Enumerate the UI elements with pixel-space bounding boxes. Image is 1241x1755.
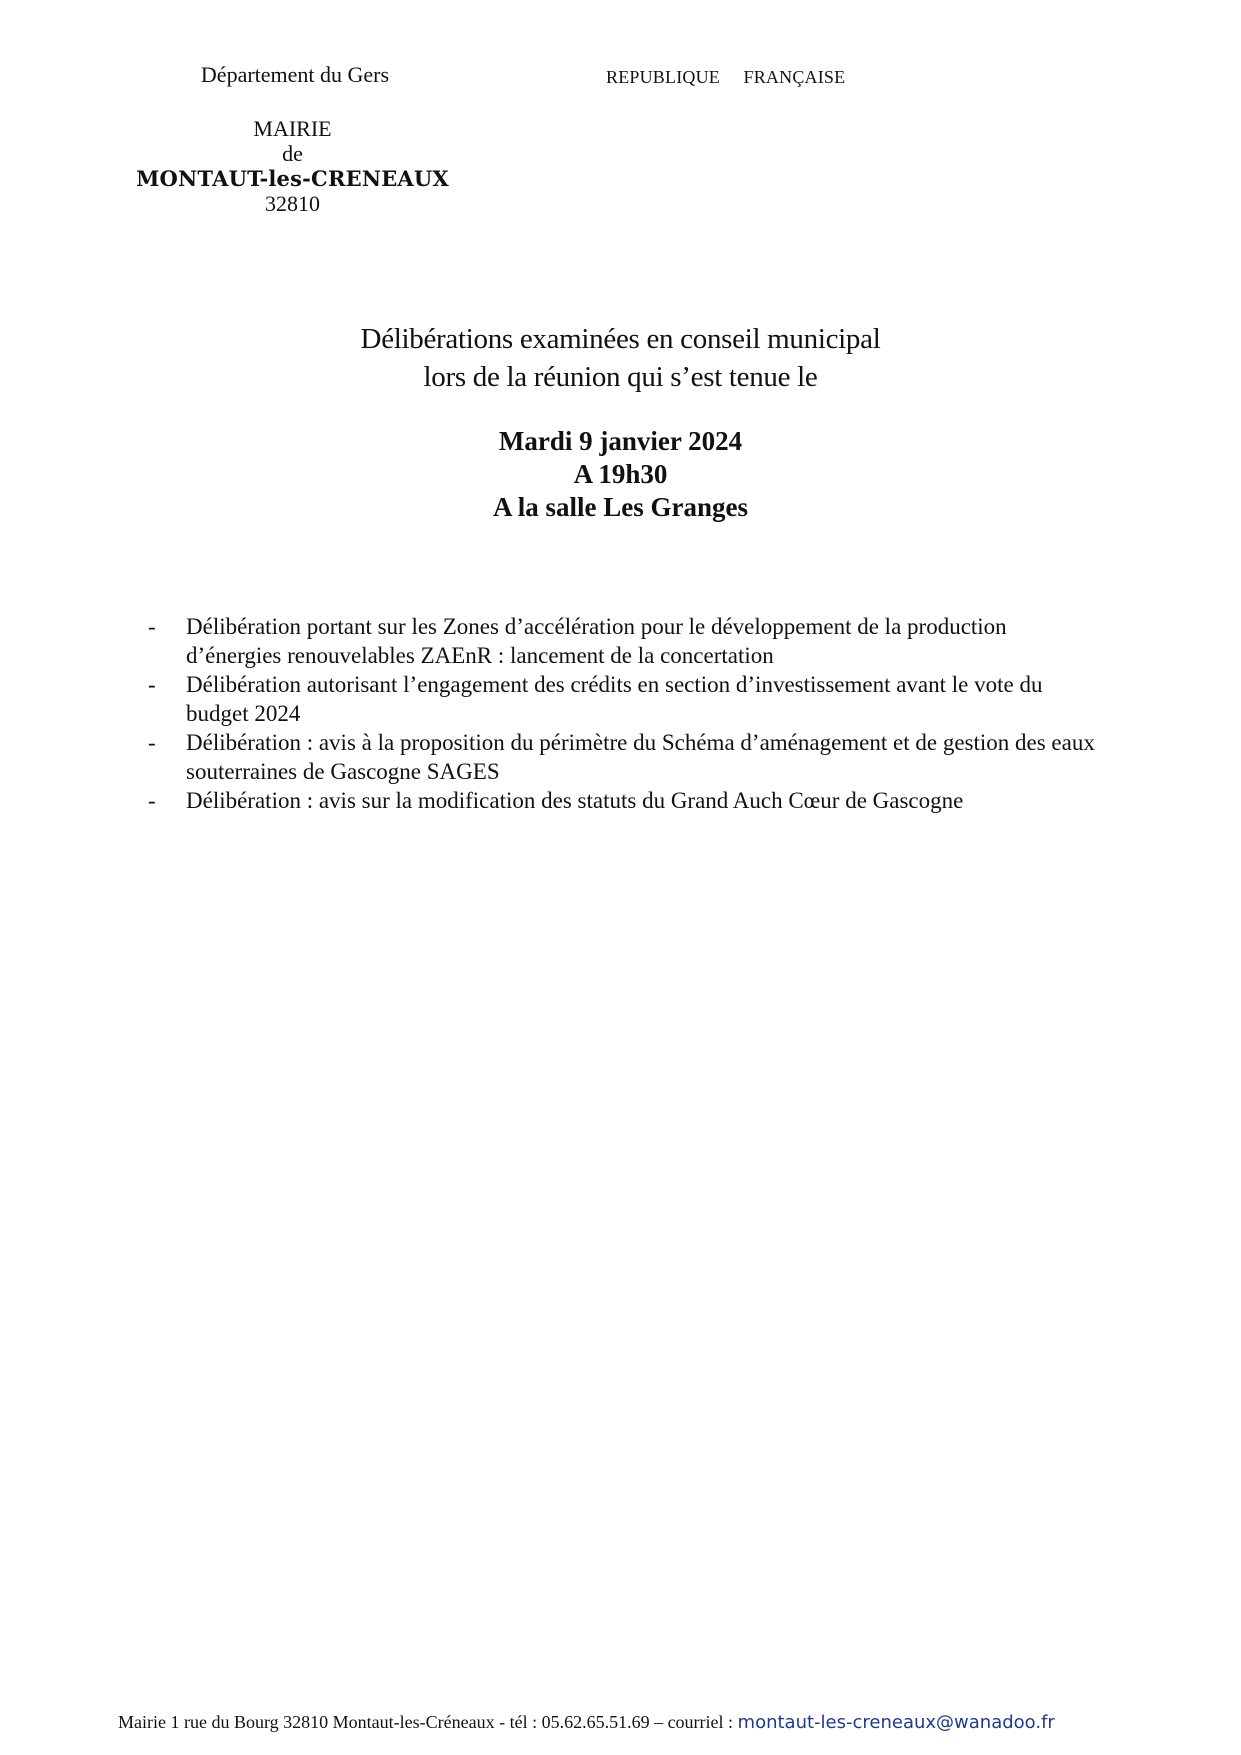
bullet-dash: -: [148, 730, 156, 755]
title-line-1: Délibérations examinées en conseil municipal: [360, 323, 881, 355]
list-item: [140, 670, 1100, 728]
mairie-label: MAIRIE: [253, 116, 332, 141]
mairie-block: [110, 116, 475, 216]
deliberation-text: Délibération portant sur les Zones d’accélération pour le développement de la production d’énergies renouvelables ZAEnR : lancement de la concertation: [186, 614, 1007, 668]
list-item: [140, 612, 1100, 670]
department-name: Département du Gers: [200, 62, 390, 87]
mairie-de: de: [282, 141, 303, 166]
bullet-dash: -: [148, 614, 156, 639]
deliberation-text: Délibération : avis à la proposition du périmètre du Schéma d’aménagement et de gestion des eaux souterraines de Gascogne SAGES: [186, 730, 1095, 784]
list-item: [140, 728, 1100, 786]
email-link[interactable]: montaut-les-creneaux@wanadoo.fr: [737, 1712, 1055, 1733]
deliberation-text: Délibération : avis sur la modification des statuts du Grand Auch Cœur de Gascogne: [186, 788, 964, 813]
title-line-2: lors de la réunion qui s’est tenue le: [423, 361, 818, 393]
footer-address: Mairie 1 rue du Bourg 32810 Montaut-les-Créneaux - tél : 05.62.65.51.69 – courriel :: [118, 1712, 738, 1732]
document-title: [0, 320, 1241, 396]
bullet-dash: -: [148, 672, 156, 697]
town-name: MONTAUT-les-CRENEAUX: [136, 166, 449, 191]
deliberations-list: [140, 612, 1100, 815]
meeting-time: A 19h30: [573, 459, 668, 489]
deliberation-text: Délibération autorisant l’engagement des crédits en section d’investissement avant le vote du budget 2024: [186, 672, 1043, 726]
republique-francaise: REPUBLIQUE FRANÇAISE: [606, 67, 846, 87]
bullet-dash: -: [148, 788, 156, 813]
footer: [118, 1712, 1055, 1733]
list-item: [140, 786, 1100, 815]
meeting-details: [0, 425, 1241, 524]
postcode: 32810: [265, 191, 320, 216]
meeting-date: Mardi 9 janvier 2024: [498, 426, 743, 456]
meeting-place: A la salle Les Granges: [493, 492, 748, 522]
